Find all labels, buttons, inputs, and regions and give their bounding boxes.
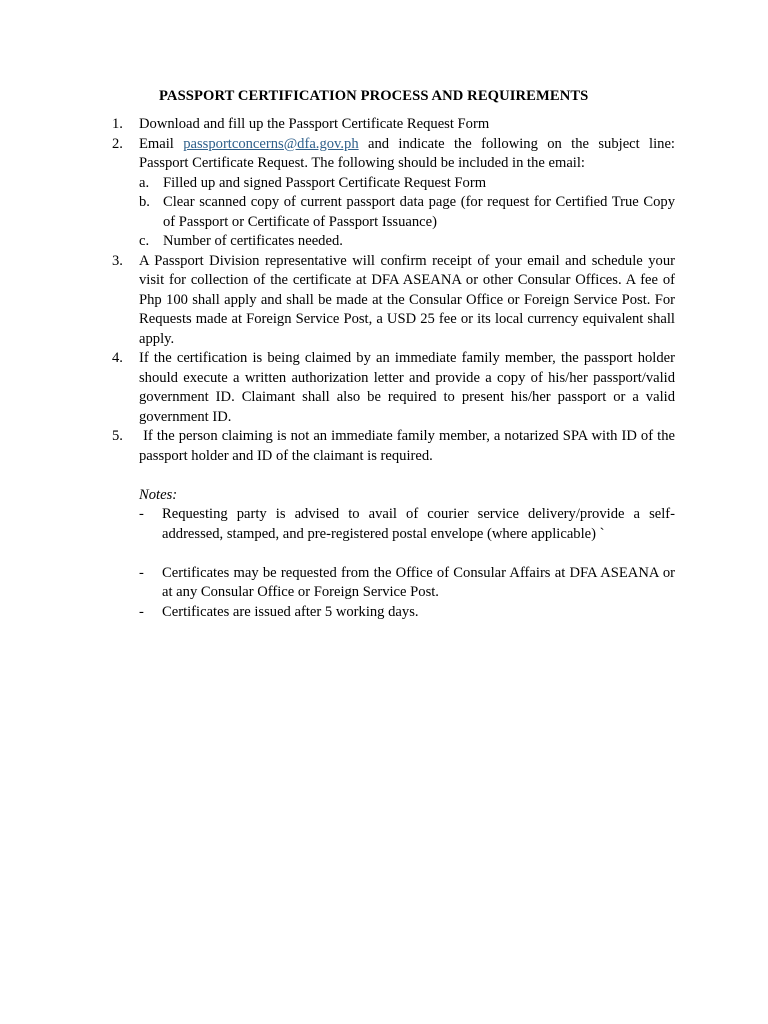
step-2	[112, 135, 675, 252]
note-marker: -	[139, 603, 144, 620]
document-body	[112, 115, 679, 622]
step-marker: 1.	[112, 116, 123, 132]
note-marker: -	[139, 506, 144, 522]
email-requirements-list	[139, 174, 675, 252]
subitem-c	[139, 232, 675, 252]
step-1	[112, 115, 675, 135]
step-text: Download and fill up the Passport Certificate Request Form	[139, 116, 490, 132]
step-text: A Passport Division representative will confirm receipt of your email and schedule your visit for collection of the certificate at DFA ASEANA or other Consular Offices. A fee of Php 100 shall apply and shall be made at the Consular Office or Foreign Service Post. For Requests made at Foreign Service Post, a USD 25 fee or its local currency equivalent shall apply.	[139, 252, 675, 347]
note-1	[112, 505, 675, 544]
step-text-before-link: Email	[139, 135, 184, 152]
step-text: If the certification is being claimed by an immediate family member, the passport holder should execute a written authorization letter and provide a copy of his/her passport/valid government ID. Claimant shall also be required to present his/her passport or a valid government ID.	[139, 350, 675, 425]
step-marker: 4.	[112, 350, 123, 366]
step-text-after-link: and indicate the following on the subject line: Passport Certificate Request. The following should be included in the email:	[139, 135, 675, 171]
note-2	[112, 564, 675, 603]
subitem-text: Clear scanned copy of current passport data page (for request for Certified True Copy of Passport or Certificate of Passport Issuance)	[163, 194, 675, 230]
step-3	[112, 252, 675, 350]
step-content	[139, 135, 675, 252]
step-5	[112, 427, 679, 466]
notes-label: Notes:	[139, 486, 178, 503]
document-title: PASSPORT CERTIFICATION PROCESS AND REQUIREMENTS	[159, 88, 589, 104]
note-text: Requesting party is advised to avail of courier service delivery/provide a self-addressed, stamped, and pre-registered postal envelope (where applicable) `	[162, 506, 675, 542]
subitem-marker: b.	[139, 194, 150, 210]
step-text: If the person claiming is not an immediate family member, a notarized SPA with ID of the passport holder and ID of the claimant is required.	[139, 428, 679, 464]
note-text: Certificates are issued after 5 working days.	[162, 603, 419, 620]
subitem-b	[139, 193, 675, 232]
subitem-marker: a.	[139, 174, 150, 191]
note-marker: -	[139, 564, 144, 581]
step-4	[112, 349, 675, 427]
note-text: Certificates may be requested from the Office of Consular Affairs at DFA ASEANA or at any Consular Office or Foreign Service Post.	[162, 564, 675, 600]
subitem-marker: c.	[139, 233, 150, 249]
step-marker: 3.	[112, 252, 123, 269]
subitem-text: Number of certificates needed.	[163, 233, 343, 249]
subitem-text: Filled up and signed Passport Certificate Request Form	[163, 174, 487, 191]
subitem-a	[139, 174, 675, 194]
step-marker: 5.	[112, 428, 123, 444]
step-marker: 2.	[112, 135, 123, 152]
email-link[interactable]: passportconcerns@dfa.gov.ph	[183, 135, 359, 152]
note-3	[112, 603, 675, 623]
